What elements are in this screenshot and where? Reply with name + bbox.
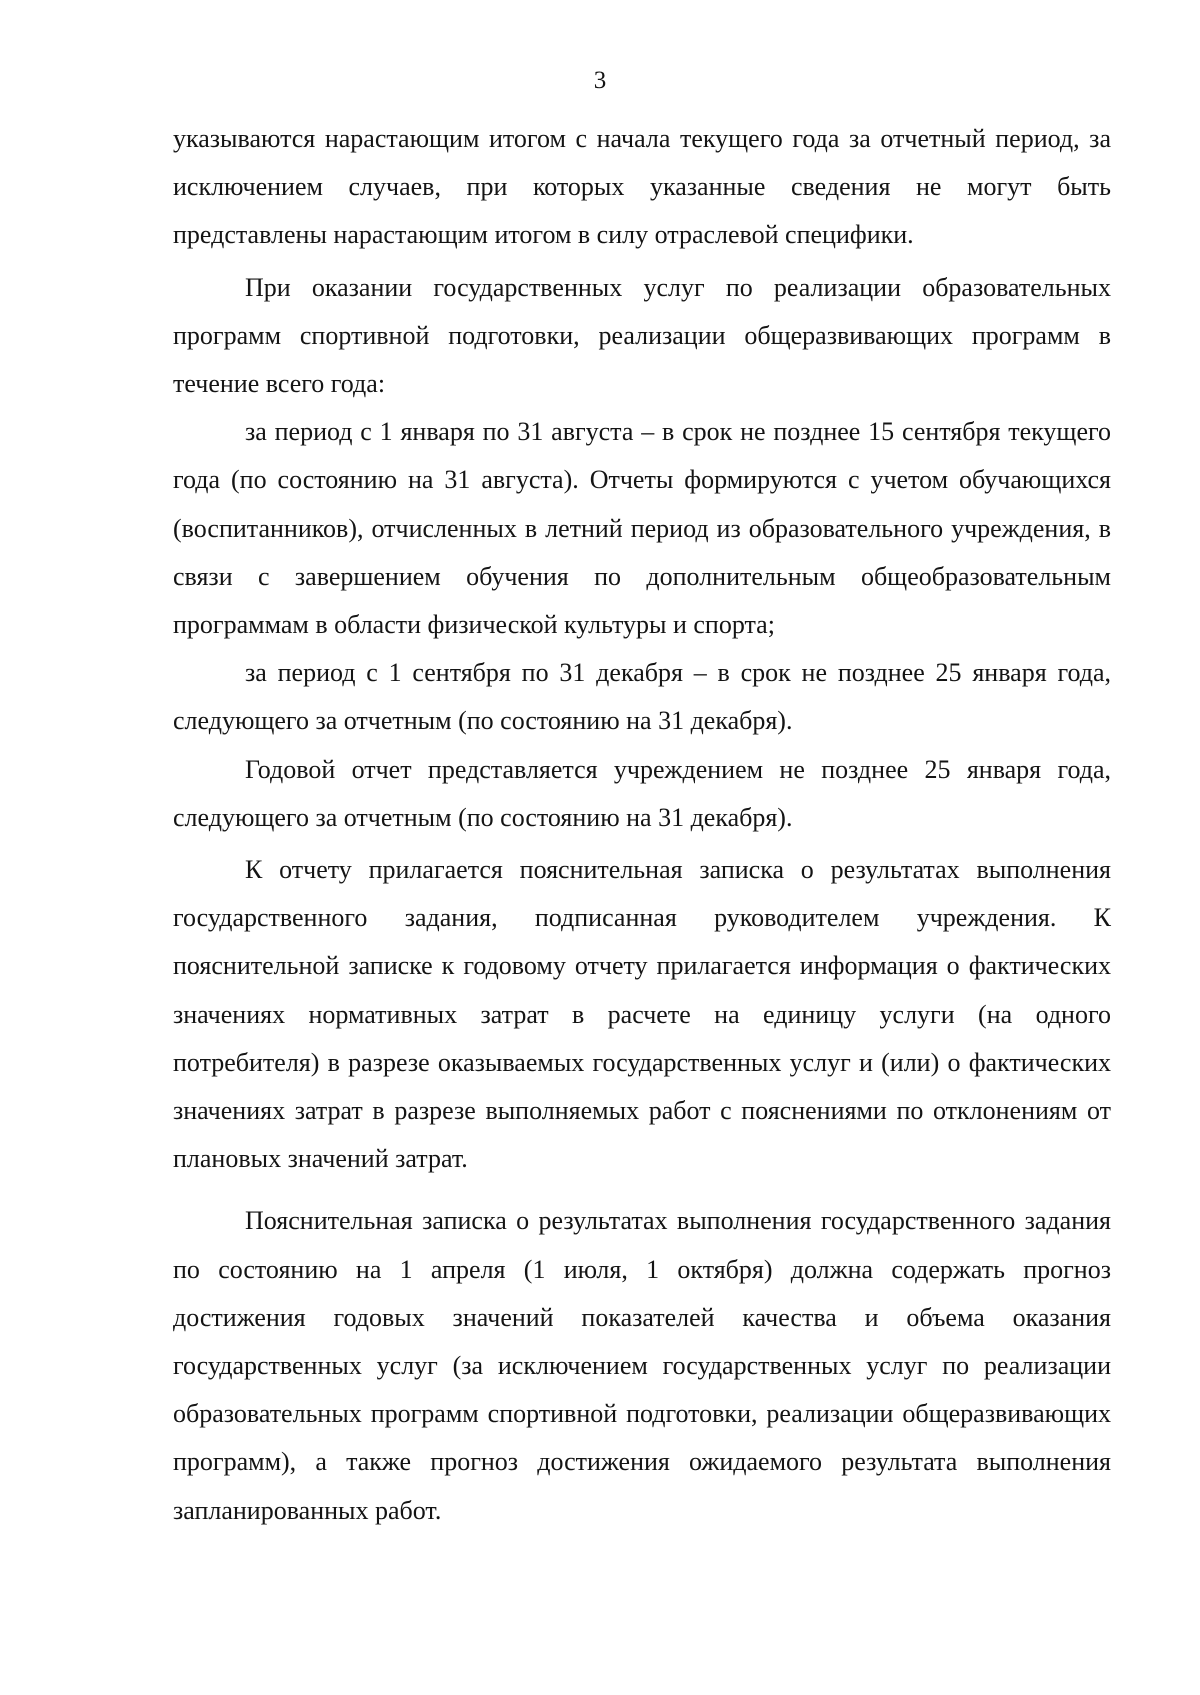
paragraph-continuation: указываются нарастающим итогом с начала текущего года за отчетный период, за исключением случаев, при которых указанные сведения не могут быть представлены нарастающим итогом в силу отраслевой специфики.	[173, 124, 1111, 250]
paragraph-note-contents: Пояснительная записка о результатах выполнения государственного задания по состоянию на 1 апреля (1 июля, 1 октября) должна содержать прогноз достижения годовых значений показателей качества и объема оказания государственных услуг (за исключением государственных услуг по реализации образовательных программ спортивной подготовки, реализации общеразвивающих программ), а также прогноз достижения ожидаемого результата выполнения запланированных работ.	[173, 1206, 1111, 1525]
paragraph-period-jan-aug: за период с 1 января по 31 августа – в срок не позднее 15 сентября текущего года (по состоянию на 31 августа). Отчеты формируются с учетом обучающихся (воспитанников), отчисленных в летний период из образовательного учреждения, в связи с завершением обучения по дополнительным общеобразовательным программам в области физической культуры и спорта;	[173, 417, 1111, 640]
page-number: 3	[593, 67, 607, 94]
paragraph-period-sep-dec: за период с 1 сентября по 31 декабря – в срок не позднее 25 января года, следующего за отчетным (по состоянию на 31 декабря).	[173, 658, 1111, 736]
document-body	[173, 115, 1111, 1535]
paragraph-explanatory-note: К отчету прилагается пояснительная записка о результатах выполнения государственного задания, подписанная руководителем учреждения. К пояснительной записке к годовому отчету прилагается информация о фактических значениях нормативных затрат в расчете на единицу услуги (на одного потребителя) в разрезе оказываемых государственных услуг и (или) о фактических значениях затрат в разрезе выполняемых работ с пояснениями по отклонениям от плановых значений затрат.	[173, 855, 1111, 1174]
paragraph-services-intro: При оказании государственных услуг по реализации образовательных программ спортивной подготовки, реализации общеразвивающих программ в течение всего года:	[173, 272, 1111, 399]
paragraph-annual-report: Годовой отчет представляется учреждением не позднее 25 января года, следующего за отчетным (по состоянию на 31 декабря).	[173, 754, 1111, 832]
